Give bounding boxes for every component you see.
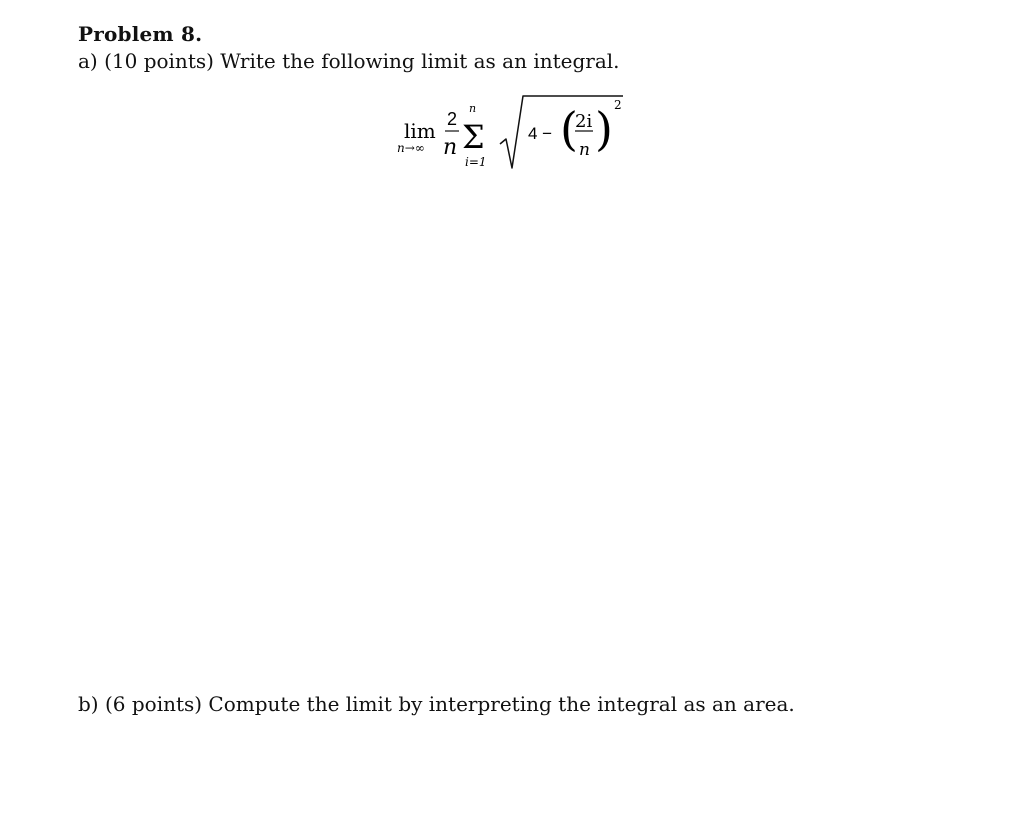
inner-numerator: 2i — [575, 111, 593, 132]
radicand-lead: 4 − — [528, 124, 553, 143]
sum-upper-limit: n — [469, 102, 477, 115]
lim-subscript: n→∞ — [397, 141, 425, 155]
left-paren: ( — [560, 102, 578, 156]
inner-denominator: n — [579, 140, 590, 160]
limit-formula — [392, 92, 632, 174]
sigma-symbol: Σ — [462, 118, 485, 156]
right-paren: ) — [595, 102, 613, 156]
lim-word: lim — [404, 119, 436, 143]
part-a-prompt: a) (10 points) Write the following limit as an integral. — [78, 49, 620, 73]
formula-svg — [392, 92, 632, 174]
fraction-denominator: n — [443, 135, 458, 160]
part-b-prompt: b) (6 points) Compute the limit by interpreting the integral as an area. — [78, 692, 795, 716]
problem-title: Problem 8. — [78, 22, 203, 46]
exponent: 2 — [614, 98, 622, 112]
fraction-numerator: 2 — [447, 109, 458, 129]
sum-lower-limit: i=1 — [465, 155, 487, 169]
